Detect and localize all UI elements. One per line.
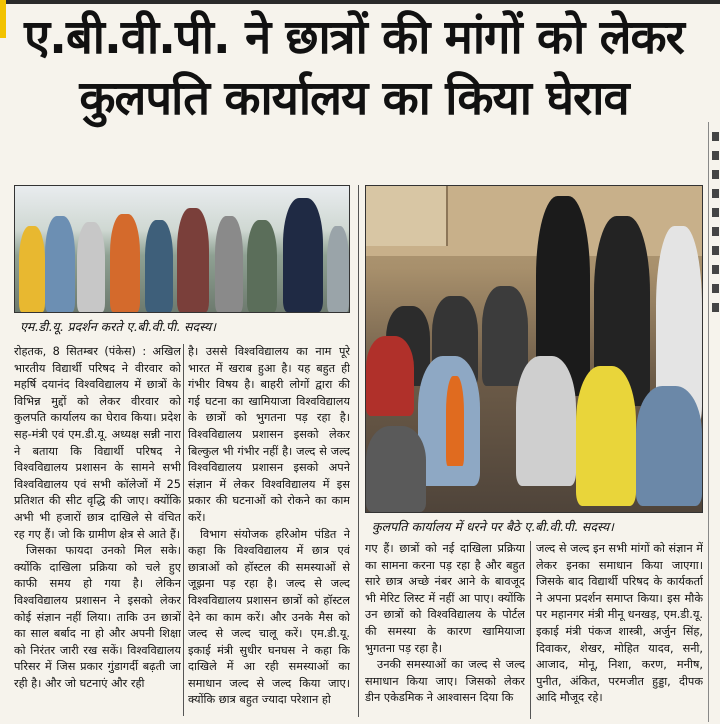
article-paragraph: रोहतक, 8 सितम्बर (पंकेस) : अखिल भारतीय विद्यार्थी परिषद ने वीरवार को महर्षि दयानंद विश्वविद्यालय में छात्रों के विभिन्न मुद्दों को लेकर वीरवार को कुलपति कार्यालय का घेराव किया। प्रदेश सह-मंत्री एवं एम.डी.यू. अध्यक्ष सन्नी नारा ने बताया कि विद्यार्थी परिषद ने विश्वविद्यालय प्रशासन के सामने सभी विश्वविद्यालय एवं सभी कॉलेजों में 25 प्रतिशत की सीट वृद्धि की जाए। क्योंकि अभी भी हजारों छात्र दाखिले से वंचित रह गए हैं। जो कि ग्रामीण क्षेत्र से आते हैं।	[14, 345, 181, 541]
article-paragraph: जल्द से जल्द इन सभी मांगों को संज्ञान में लेकर इनका समाधान किया जाएगा। जिसके बाद विद्यार्थी परिषद के कार्यकर्ता ने अपना प्रदर्शन समाप्त किया। इस मौके पर महानगर मंत्री मीनू धनखड़, एम.डी.यू. इकाई मंत्री पंकज शास्त्री, अर्जुन सिंह, दिवाकर, शेखर, मोहित यादव, सनी, आजाद, मोनू, निशा, करण, मनीष, पुनीत, अंकित, परमजीत हुड्डा, दीपक आदि मौजूद रहे।	[536, 542, 703, 705]
article-paragraph: जिसका फायदा उनको मिल सके। क्योंकि दाखिला प्रक्रिया को चले हुए काफी समय हो गया है। लेकिन विश्वविद्यालय प्रशासन ने इसको लेकर कोई संज्ञान नहीं लिया। ताकि उन छात्रों का साल बर्बाद ना हो और अपनी शिक्षा को निरंतर जारी रख सकें। विश्वविद्यालय परिसर में जिस प्रकार गुंडागर्दी बढ़ती जा रही है। और जो घटनाएं और रही	[14, 544, 181, 690]
article-column-3	[365, 541, 525, 719]
column-divider	[183, 344, 184, 716]
article-paragraph: विभाग संयोजक हरिओम पंडित ने कहा कि विश्वविद्यालय में छात्र एवं छात्राओं को हॉस्टल की समस्याओं से जूझना पड़ रहा है। जल्द से जल्द विश्वविद्यालय प्रशासन छात्रों को हॉस्टल देने का काम करें। और उनके मैस को जल्द से जल्द चालू करें। एम.डी.यू. इकाई मंत्री सुधीर घनघस ने कहा कि दाखिले में आ रही समस्याओं का समाधान जल्द से जल्द किया जाए। क्योंकि छात्र बहुत ज्यादा परेशान हो	[188, 527, 350, 707]
right-photo-caption: कुलपति कार्यालय में धरने पर बैठे ए.बी.वी.पी. सदस्य।	[372, 519, 614, 534]
headline-line-2: कुलपति कार्यालय का किया घेराव	[79, 71, 629, 126]
protest-march-photo	[14, 185, 350, 313]
article-paragraph: है। उससे विश्वविद्यालय का नाम पूरे भारत में खराब हुआ है। यह बहुत ही गंभीर विषय है। बाहरी लोगों द्वारा की गई घटना का खामियाजा विश्वविद्यालय के छात्रों को भुगतना पड़ रहा है। विश्वविद्यालय प्रशासन इसको लेकर बिल्कुल भी गंभीर नहीं है। जल्द से जल्द विश्वविद्यालय प्रशासन इसको अपने संज्ञान में लेकर विश्वविद्यालय में इस प्रकार की घटनाओं को रोकने का काम करें।	[188, 345, 350, 524]
headline	[6, 10, 702, 128]
column-divider	[358, 185, 359, 717]
column-divider	[530, 541, 531, 719]
sit-in-protest-photo	[365, 185, 703, 513]
article-column-4	[536, 541, 703, 719]
headline-line-1: ए.बी.वी.पी. ने छात्रों की मांगों को लेकर	[24, 10, 684, 65]
top-border-line	[0, 0, 720, 4]
left-photo-caption: एम.डी.यू. प्रदर्शन करते ए.बी.वी.पी. सदस्य।	[20, 319, 217, 334]
article-column-1	[14, 344, 181, 716]
article-column-2	[188, 344, 350, 716]
adjacent-article-edge	[708, 122, 720, 722]
article-paragraph: उनकी समस्याओं का जल्द से जल्द समाधान किया जाए। जिसको लेकर डीन एकेडमिक ने आश्वासन दिया कि	[365, 658, 525, 705]
article-paragraph: गए हैं। छात्रों को नई दाखिला प्रक्रिया का सामना करना पड़ रहा है और बहुत सारे छात्र अच्छे नंबर आने के बावजूद भी मेरिट लिस्ट में नहीं आ पाए। क्योंकि उन छात्रों को विश्वविद्यालय के पोर्टल की समस्या के कारण खामियाजा भुगतना पड़ रहा है।	[365, 542, 525, 655]
